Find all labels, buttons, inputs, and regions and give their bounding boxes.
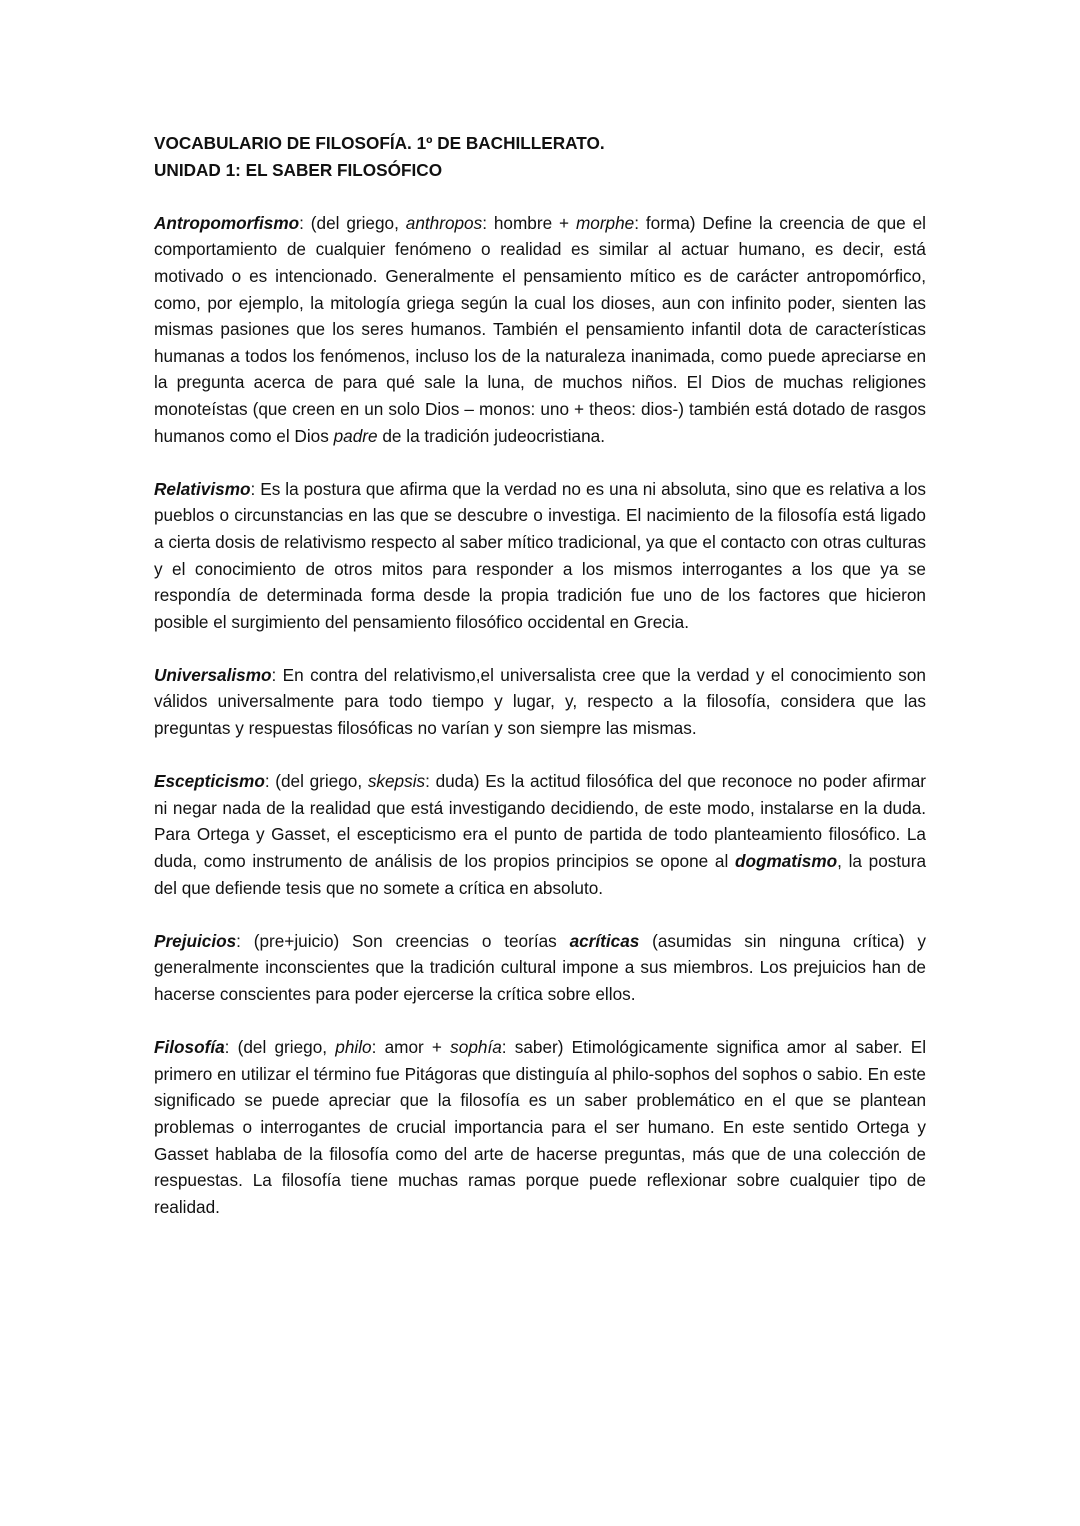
document-page [154, 130, 926, 1247]
definition-text: , la postura del que defiende tesis que no somete a crítica en absoluto. [154, 851, 927, 898]
emphasized-text: skepsis [367, 771, 426, 792]
definition-text: : forma) Define la creencia de que el comportamiento de cualquier fenómeno o realidad es similar al actuar humano, es decir, está motivado o es intencionado. Generalmente el pensamiento mítico es de carácter antropomórfico, como, por ejemplo, la mitología griega según la cual los dioses, aun con infinito poder, sienten las mismas pasiones que los seres humanos. También el pensamiento infantil dota de características humanas a todos los fenómenos, incluso los de la naturaleza inanimada, como puede apreciarse en la pregunta acerca de para qué sale la luna, de muchos niños. El Dios de muchas religiones monoteístas (que creen en un solo Dios – monos: uno + theos: dios-) también está dotado de rasgos humanos como el Dios [154, 212, 926, 446]
term-label: Universalismo [154, 664, 272, 685]
definition-text: : Es la postura que afirma que la verdad no es una ni absoluta, sino que es relativa a los pueblos o circunstancias en las que se descubre o investiga. El nacimiento de la filosofía está ligado a cierta dosis de relativismo respecto al saber mítico tradicional, ya que el contacto con otras culturas y el conocimiento de otros mitos para responder a los mismos interrogantes a los que ya se respondía de determinada forma desde la propia tradición fue uno de los factores que hicieron posible el surgimiento del pensamiento filosófico occidental en Grecia. [154, 478, 926, 632]
definition-text: : (del griego, [224, 1037, 336, 1058]
term-label: Prejuicios [154, 930, 237, 951]
vocabulary-list [154, 210, 926, 1221]
emphasized-text: anthropos [405, 212, 483, 233]
definition-text: : (del griego, [264, 771, 368, 792]
definition-text: de la tradición judeocristiana. [377, 425, 605, 446]
definition-text: : (pre+juicio) Son creencias o teorías [236, 930, 570, 951]
entry-antropomorfismo [154, 210, 926, 449]
emphasized-text: sophía [450, 1037, 502, 1058]
term-label: Filosofía [154, 1037, 225, 1058]
emphasized-text: padre [333, 425, 378, 446]
unit-title: UNIDAD 1: EL SABER FILOSÓFICO [154, 159, 443, 180]
emphasized-text: dogmatismo [734, 851, 838, 872]
emphasized-text: acríticas [569, 930, 640, 951]
definition-text: : duda) Es la actitud filosófica del que reconoce no poder afirmar ni negar nada de la realidad que está investigando decidiendo, de este modo, instalarse en la duda. Para Ortega y Gasset, el escepticismo era el punto de partida de todo planteamiento filosófico. La duda, como instrumento de análisis de los propios principios se opone al [154, 771, 926, 872]
definition-text: (asumidas sin ninguna crítica) y generalmente inconscientes que la tradición cultural impone a sus miembros. Los prejuicios han de hacerse conscientes para poder ejercerse la crítica sobre ellos. [154, 930, 926, 1004]
definition-text: : amor + [371, 1037, 451, 1058]
document-header [154, 130, 926, 183]
entry-universalismo [154, 662, 926, 742]
emphasized-text: morphe [575, 212, 635, 233]
definition-text: : saber) Etimológicamente significa amor al saber. El primero en utilizar el término fue Pitágoras que distinguía al philo-sophos del sophos o sabio. En este significado se puede apreciar que la filosofía es un saber problemático en el que se plantean problemas o interrogantes de crucial importancia para el ser humano. En este sentido Ortega y Gasset hablaba de la filosofía como del arte de hacerse preguntas, más que de una colección de respuestas. La filosofía tiene muchas ramas porque puede reflexionar sobre cualquier tipo de realidad. [154, 1037, 927, 1217]
emphasized-text: philo [335, 1037, 372, 1058]
document-title: VOCABULARIO DE FILOSOFÍA. 1º DE BACHILLERATO. [154, 133, 605, 153]
entry-filosofia [154, 1034, 926, 1220]
term-label: Escepticismo [154, 771, 265, 792]
definition-text: : En contra del relativismo,el universalista cree que la verdad y el conocimiento son válidos universalmente para todo tiempo y lugar, y, respecto a la filosofía, considera que las preguntas y respuestas filosóficas no varían y son siempre las mismas. [154, 664, 926, 739]
term-label: Antropomorfismo [154, 212, 300, 233]
definition-text: : hombre + [482, 212, 576, 233]
definition-text: : (del griego, [299, 212, 406, 233]
term-label: Relativismo [154, 478, 251, 499]
entry-relativismo [154, 476, 926, 636]
entry-prejuicios [154, 928, 926, 1008]
entry-escepticismo [154, 768, 926, 901]
